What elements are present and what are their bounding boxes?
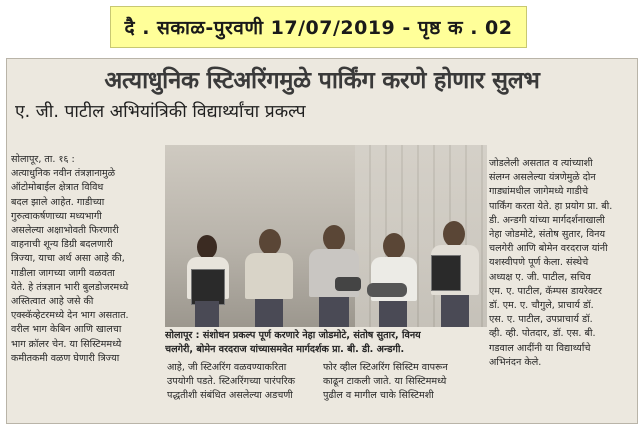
- text-line: गाडीला जागच्या जागी वळवता: [11, 267, 115, 279]
- person-figure: [241, 229, 297, 327]
- text-line: पार्किंग करता येते. हा प्रयोग प्रा. बी.: [489, 200, 613, 212]
- text-line: त्रिज्या, याचा अर्थ असा आहे की,: [11, 253, 125, 265]
- text-line: गडवाल आदींनी या विद्यार्थ्यांचे: [489, 342, 591, 354]
- article-column-left: [11, 153, 151, 366]
- text-line: कमीतकमी वळण घेणारी त्रिज्या: [11, 352, 120, 364]
- text-line: अध्यक्ष ए. जी. पाटील, सचिव: [489, 271, 591, 283]
- text-line: अस्तित्वात आहे जसे की: [11, 296, 94, 308]
- text-line: एस. ए. पाटील, उपप्राचार्य डॉ.: [489, 314, 593, 326]
- article-column-bottom-2: [323, 361, 483, 404]
- text-line: गुरुत्वाकर्षणाच्या मध्यभागी: [11, 210, 102, 222]
- text-line: ऑटोमोबाईल क्षेत्रात विविध: [11, 182, 104, 194]
- text-line: अत्याधुनिक नवीन तंत्रज्ञानामुळे: [11, 168, 116, 180]
- text-line: एम. ए. पाटील, कॅम्पस डायरेक्टर: [489, 285, 602, 297]
- text-line: असलेल्या अक्षाभोवती फिरणारी: [11, 225, 119, 237]
- text-line: चलगेरी आणि बोमेन वरदराज यांनी: [489, 243, 608, 255]
- person-figure: [427, 221, 483, 327]
- text-line: जोडलेली असतात व त्यांच्याशी: [489, 158, 593, 169]
- text-line: पुढील व मागील चाके सिस्टिमशी: [323, 390, 434, 402]
- text-line: डी. अन्डगी यांच्या मार्गदर्शनाखाली: [489, 214, 605, 226]
- person-figure: [183, 235, 233, 327]
- text-line: उपयोगी पडते. स्टिअरिंगच्या पारंपरिक: [167, 376, 296, 388]
- article-column-right: [489, 157, 634, 370]
- subheadline: ए. जी. पाटील अभियांत्रिकी विद्यार्थ्यांचा प्रकल्प: [15, 102, 306, 122]
- person-figure: [305, 225, 363, 327]
- text-line: बदल झाले आहेत. गाडीच्या: [11, 196, 105, 208]
- text-line: नेहा जोडमोटे, संतोष सुतार, विनय: [489, 229, 606, 241]
- group-photo: [165, 145, 487, 327]
- text-line: गाड्यांमधील जागेमध्ये गाडीचे: [489, 186, 589, 198]
- text-line: अभिनंदन केले.: [489, 356, 542, 368]
- text-line: संलग्न असलेल्या यंत्रणेमुळे दोन: [489, 172, 596, 184]
- text-line: आहे, जी स्टिअरिंग वळवण्याकरिता: [167, 362, 287, 373]
- text-line: सोलापूर, ता. १६ :: [11, 154, 75, 165]
- newspaper-clipping: [6, 58, 638, 424]
- photo-caption: [165, 329, 487, 357]
- text-line: व्ही. व्ही. पोतदार, डॉ. एस. बी.: [489, 328, 596, 340]
- masthead-banner: दै . सकाळ-पुरवणी 17/07/2019 - पृष्ठ क . 02: [110, 6, 527, 48]
- text-line: डॉ. एम. ए. चौगुले, प्राचार्य डॉ.: [489, 300, 594, 312]
- text-line: यशस्वीपणे पूर्ण केला. संस्थेचे: [489, 257, 589, 269]
- text-line: फोर व्हील स्टिअरिंग सिस्टिम वापरून: [323, 362, 448, 373]
- text-line: पद्धतीशी संबंधित असलेल्या अडचणी: [167, 390, 293, 402]
- person-figure: [367, 233, 421, 327]
- text-line: वाहनाची शून्य डिग्री बदलणारी: [11, 239, 113, 251]
- caption-line: सोलापूर : संशोधन प्रकल्प पूर्ण करणारे नेहा जोडमोटे, संतोष सुतार, विनय: [165, 330, 421, 341]
- text-line: येते. हे तंत्रज्ञान भारी बुलडोजरमध्ये: [11, 281, 129, 293]
- text-line: भाग क्रॉलर चेन. या सिस्टिममध्ये: [11, 338, 122, 350]
- text-line: वरील भाग केबिन आणि खालचा: [11, 324, 122, 336]
- headline: अत्याधुनिक स्टिअरिंगमुळे पार्किंग करणे होणार सुलभ: [104, 66, 540, 94]
- article-column-bottom-1: [167, 361, 317, 404]
- caption-line: चलगेरी, बोमेन वरदराज यांच्यासमवेत मार्गदर्शक प्रा. बी. डी. अन्डगी.: [165, 344, 405, 355]
- text-line: एक्स्कॅव्हेटरमध्ये देन भाग असतात.: [11, 310, 129, 322]
- text-line: काढून टाकली जाते. या सिस्टिममध्ये: [323, 376, 447, 388]
